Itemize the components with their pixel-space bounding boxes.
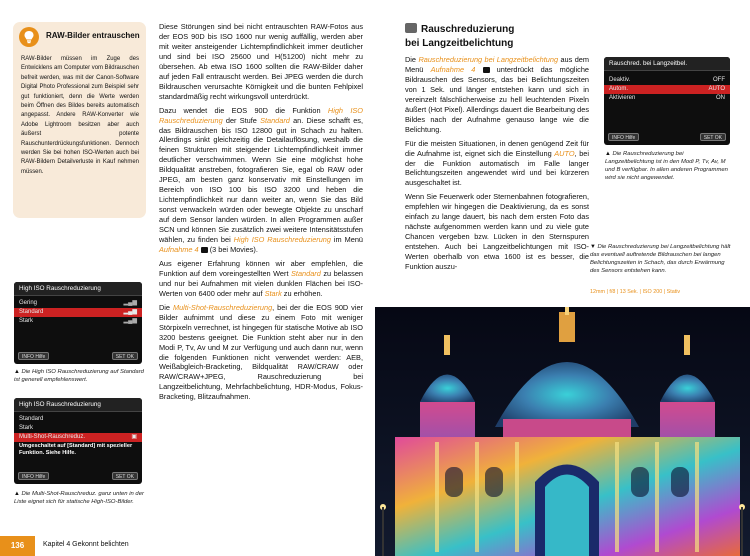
camera-icon [405, 23, 417, 33]
menu-footer [18, 351, 138, 361]
info-help-button: INFO Hilfe [18, 352, 49, 360]
menu-row-value: ON [716, 95, 725, 101]
camera-icon [201, 247, 208, 253]
camera-menu-long-exposure [604, 57, 730, 145]
menu-row-label: Multi-Shot-Rauschreduz. [19, 434, 86, 440]
menu-row-label: Stark [19, 425, 34, 431]
level-icon: ▂▄▆ [123, 309, 137, 315]
camera-icon [483, 67, 490, 73]
set-ok-button: SET OK [700, 133, 726, 141]
tip-box [13, 22, 146, 218]
menu-row-selected [14, 433, 142, 442]
caption-2: ▲ Die Multi-Shot-Rauschreduz. ganz unten in der Liste eignet sich für statische High-ISO-Bilder. [14, 491, 144, 505]
menu-note: Umgeschaltet auf [Standard] mit spezieller Funktion. Siehe Hilfe. [19, 443, 133, 456]
paragraph: Aus eigener Erfahrung können wir aber empfehlen, die Funktion auf dem voreingestellten Wert Standard zu belassen und nur bei Aufnahmen mit vielen dunklen Flächen bei ISO-Werten von 6400 oder mehr auf Stark zu erhöhen. [159, 258, 363, 298]
menu-row-value: AUTO [708, 86, 725, 92]
text-column-3 [405, 55, 589, 276]
menu-title: Rauschred. bei Langzeitbel. [604, 57, 730, 71]
camera-menu-high-iso [14, 282, 142, 364]
section-heading: Rauschreduzierung bei Langzeitbelichtung [405, 24, 515, 49]
menu-row-label: Standard [19, 309, 44, 315]
level-icon: ▂▄▆ [123, 300, 137, 306]
paragraph: Wenn Sie Feuerwerk oder Sternenbahnen fotografieren, empfehlen wir hingegen die Deaktivierung, da es sonst einfach zu lange dauert, bis nach dem ersten Foto das nächste aufgenommen werden kann und zu viele gute Chancen vergeben bzw. Lücken in den Sternspuren entstehen. Auch bei Langzeitbelichtungen mit ISO-Werten oberhalb von etwa 1600 ist es besser, die Funktion auszu- [405, 192, 589, 272]
running-footer: Kapitel 4 Gekonnt belichten [43, 541, 129, 548]
paragraph: Die Multi-Shot-Rauschreduzierung, bei der die EOS 90D vier Bilder aufnimmt und diese zu einem Foto mit weniger Störpixeln verrechnet, ist hingegen für statische Motive ab ISO 3200 bestens geeignet. Die Funktion steht aber nur in den Modi P, Tv, Av und M zur Verfügung und auch dann nur, wenn die folgenden Funktionen nicht verwendet werden: AEB, Weißabgleich-Bracketing, Bildqualität RAW/CRAW oder RAW/CRAW+JPEG, Rauschreduzierung bei Langzeitbelichtung, Mehrfachbelichtung, HDR-Modus, Fokus-Bracketing, Blitzaufnahmen. [159, 302, 363, 402]
caption-4: ▼ Die Rauschreduzierung bei Langzeitbelichtung hält das eventuell auftretende Bildrauschen bei langen Belichtungszeiten in Schach, das durch Erwärmung des Sensors entstehen kann. [590, 244, 731, 274]
menu-row [604, 94, 730, 103]
set-ok-button: SET OK [112, 352, 138, 360]
menu-row-selected [14, 308, 142, 317]
menu-title: High ISO Rauschreduzierung [14, 398, 142, 412]
menu-footer [608, 132, 726, 142]
lightbulb-icon [19, 27, 39, 47]
page-number: 136 [0, 536, 35, 556]
multishot-icon: ▣ [131, 434, 137, 440]
paragraph: Dazu wendet die EOS 90D die Funktion High ISO Rauschreduzierung der Stufe Standard an. Diese schafft es, das Bildrauschen bis ISO 12800 gut in Schach zu halten. Allerdings sinkt gleichzeitig die Detailauflösung, weshalb die feinen Strukturen mit steigender Lichtempfindlichkeit immer deutlicher verschwimmen. Wenn Sie eine möglichst hohe Bildqualität anstreben, fotografieren Sie, egal ob RAW oder JPEG, am besten ganz konservativ mit Einstellungen im Bereich von ISO 100 bis ISO 3200 und heben die Lichtempfindlichkeit nur dann weiter an, wenn Sie das Bild sonst verwackeln würden oder bewegte Objekte zu unscharf auf dem Sensor landen würden. In allen Programmen außer SCN und können Sie zusätzlich zwei weitere Intensitätsstufen wählen, zu finden bei High ISO Rauschreduzierung im Menü Aufnahme 4 (3 bei Movies). [159, 105, 363, 254]
menu-row-label: Deaktiv. [609, 77, 631, 83]
set-ok-button: SET OK [112, 472, 138, 480]
menu-row-label: Stark [19, 318, 34, 324]
paragraph: Für die meisten Situationen, in denen genügend Zeit für die Aufnahme ist, eignet sich die Einstellung AUTO, bei der die Funktion automatisch im Falle langer Belichtungszeiten angewendet wird und bei kürzeren ausgeschaltet ist. [405, 138, 589, 188]
tip-title: RAW-Bilder entrauschen [46, 31, 140, 40]
photo-meta: 12mm | f/8 | 13 Sek. | ISO 200 | Stativ [590, 289, 681, 295]
info-help-button: INFO Hilfe [608, 133, 639, 141]
menu-title: High ISO Rauschreduzierung [14, 282, 142, 296]
cathedral-photo [375, 307, 750, 556]
paragraph: Diese Störungen sind bei nicht entrauschten RAW-Fotos aus der EOS 90D bis ISO 1600 nur wenig auffällig, werden aber mit weiter ansteigender Lichtempfindlichkeit immer deutlicher und sind bei ISO 25600 und H(51200) nicht mehr zu übersehen. Ab etwa ISO 1600 sollten die RAW-Bilder daher auf jeden Fall entrauscht werden. Bei JPEG werden die durch Bildrauschen verursachte Körnigkeit und die bunten Fehlpixel standardmäßig recht wirkungsvoll unterdrückt. [159, 22, 363, 101]
menu-row [14, 424, 142, 433]
menu-row [604, 76, 730, 85]
menu-footer [18, 471, 138, 481]
menu-row [14, 415, 142, 424]
cathedral-illustration [375, 307, 750, 556]
menu-row-label: Aktivieren [609, 95, 636, 101]
info-help-button: INFO Hilfe [18, 472, 49, 480]
text-column-2 [159, 22, 363, 406]
menu-row-value: OFF [713, 77, 725, 83]
caption-3: ▲ Die Rauschreduzierung bei Langzeitbelichtung ist in den Modi P, Tv, Av, M und B verfügbar. In allen anderen Programmen wird sie nicht angewendet. [605, 151, 728, 181]
paragraph: Die Rauschreduzierung bei Langzeitbelichtung aus dem Menü Aufnahme 4 unterdrückt das mögliche Bildrauschen des Sensors, das bei Belichtungszeiten von 1 Sek. und länger entstehen kann und sich in vereinzelt fälschlicherweise zu hell leuchtenden Pixeln äußert (Hot Pixel). Allerdings dauert die Bearbeitung des Bildes nach der Aufnahme genauso lange wie die Belichtung. [405, 55, 590, 134]
tip-header [19, 27, 140, 49]
menu-row-label: Gering [19, 300, 38, 306]
menu-row-label: Autom. [609, 86, 629, 92]
camera-menu-multishot [14, 398, 142, 484]
menu-row-label: Standard [19, 416, 44, 422]
tip-body: RAW-Bilder müssen im Zuge des Entwicklens am Computer vom Bildrauschen befreit werden, was mit der Canon-Software Digital Photo Professional zum Beispiel sehr gut funktioniert, denn die Werte werden beim Öffnen des Bildes bereits automatisch angepasst. Andere RAW-Konverter wie Adobe Lightroom besitzen aber auch äußerst potente Rauschunterdrückungsfunktionen. Dennoch werden Sie bei hohen ISO-Werten auch bei RAW-Bildern Detailverluste in Kauf nehmen müssen. [21, 56, 139, 175]
menu-row [14, 317, 142, 326]
menu-row [14, 299, 142, 308]
caption-1: ▲ Die High ISO Rauschreduzierung auf Standard ist generell empfehlenswert. [14, 369, 144, 383]
menu-row-selected [604, 85, 730, 94]
level-icon: ▂▄▆ [123, 318, 137, 324]
